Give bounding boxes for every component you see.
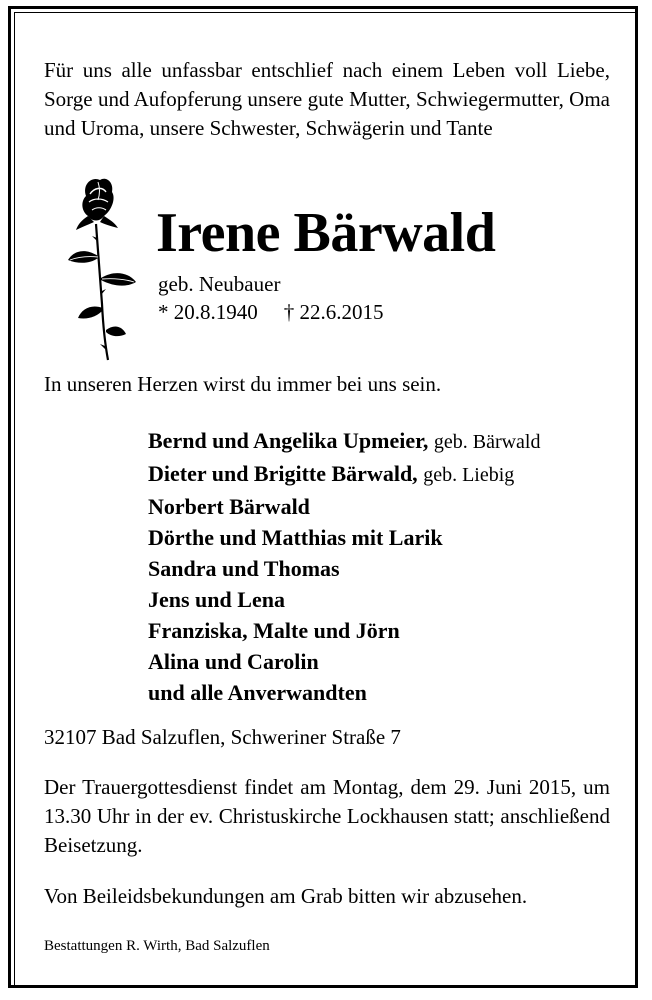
mourner-name: Dieter und Brigitte Bärwald, (148, 461, 418, 486)
mourner-line (148, 646, 541, 677)
undertaker-text: Bestattungen R. Wirth, Bad Salzuflen (44, 938, 270, 954)
mourner-line (148, 615, 541, 646)
deceased-name: Irene Bärwald (156, 202, 496, 264)
mourner-name: Franziska, Malte und Jörn (148, 618, 400, 643)
mourner-name: und alle Anverwandten (148, 680, 367, 705)
mourner-line (148, 584, 541, 615)
address-text: 32107 Bad Salzuflen, Schweriner Straße 7 (44, 725, 401, 749)
mourner-line (148, 425, 541, 458)
mourner-line (148, 491, 541, 522)
mourner-name: Alina und Carolin (148, 649, 319, 674)
death-date: † 22.6.2015 (283, 300, 384, 324)
mourner-name: Dörthe und Matthias mit Larik (148, 525, 443, 550)
mourner-line (148, 677, 541, 708)
mourner-line (148, 553, 541, 584)
motto-text: In unseren Herzen wirst du immer bei uns sein. (44, 372, 442, 396)
life-dates (158, 298, 384, 326)
mourner-name: Sandra und Thomas (148, 556, 340, 581)
mourners-list (148, 425, 541, 708)
birth-date: * 20.8.1940 (158, 300, 258, 324)
mourner-line (148, 458, 541, 491)
maiden-name: geb. Neubauer (158, 272, 281, 296)
mourner-birth-name: geb. Liebig (423, 464, 515, 486)
mourner-birth-name: geb. Bärwald (433, 431, 541, 453)
intro-text: Für uns alle unfassbar entschlief nach einem Leben voll Liebe, Sorge und Aufopferung unsere gute Mutter, Schwiegermutter, Oma und Uroma, unsere Schwester, Schwägerin und Tante (44, 58, 610, 140)
rose-icon (56, 174, 146, 362)
mourner-line (148, 522, 541, 553)
mourner-name: Jens und Lena (148, 587, 285, 612)
mourner-name: Bernd und Angelika Upmeier, (148, 428, 429, 453)
condolence-text: Von Beileidsbekundungen am Grab bitten wir abzusehen. (44, 884, 528, 908)
service-text: Der Trauergottesdienst findet am Montag, dem 29. Juni 2015, um 13.30 Uhr in der ev. Christuskirche Lockhausen statt; anschließend Beisetzung. (44, 775, 610, 857)
mourner-name: Norbert Bärwald (148, 494, 310, 519)
